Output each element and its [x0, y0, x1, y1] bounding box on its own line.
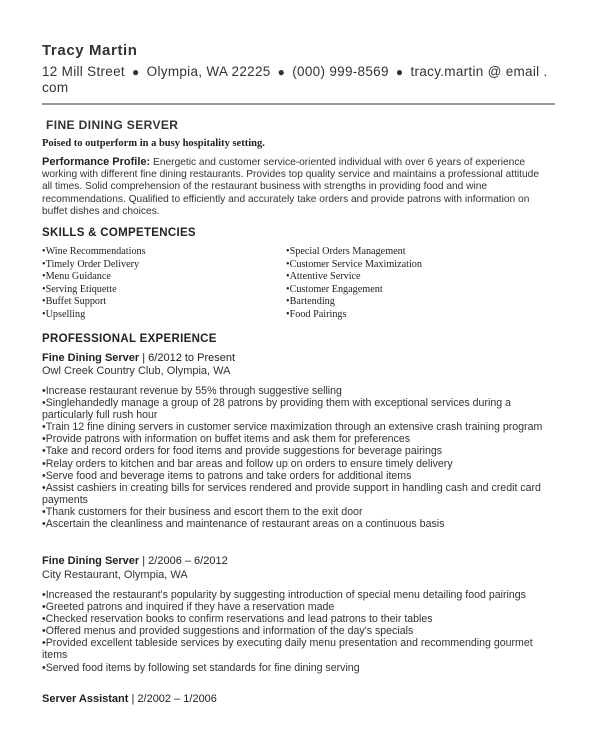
duty-item: • Greeted patrons and inquired if they have a reservation made — [42, 601, 552, 613]
duty-item: • Served food items by following set standards for fine dining serving — [42, 662, 552, 674]
skills-list-left — [42, 246, 146, 322]
job-title-line — [42, 555, 228, 567]
profile-text: Energetic and customer service-oriented individual with over 6 years of experience working with different fine dining restaurants. Provides top quality service and maintains a professional attitude all times. Solid comprehension of the restaurant business with strengths in providing food and wine recommendations. Qualified to efficiently and accurately take orders and provide patrons with information on buffet dishes and choices. — [42, 157, 540, 217]
skill-item: • Timely Order Delivery — [42, 259, 146, 272]
performance-profile — [42, 156, 552, 218]
city-state-zip: Olympia, WA 22225 — [146, 64, 271, 79]
skill-item: • Menu Guidance — [42, 271, 146, 284]
target-role-title: FINE DINING SERVER — [46, 118, 179, 132]
contact-line — [42, 64, 562, 95]
job-title: Fine Dining Server — [42, 555, 140, 567]
skill-item: • Upselling — [42, 309, 146, 322]
skill-item: • Wine Recommendations — [42, 246, 146, 259]
duty-item: • Assist cashiers in creating bills for services rendered and provide support in handling cash and credit card payments — [42, 482, 552, 506]
tagline: Poised to outperform in a busy hospitality setting. — [42, 138, 265, 149]
separator-dot: ● — [395, 65, 404, 79]
skill-item: • Serving Etiquette — [42, 284, 146, 297]
skill-item: • Customer Engagement — [286, 284, 422, 297]
job-title: Server Assistant — [42, 693, 129, 705]
skills-list-right — [286, 246, 422, 322]
job-employer: City Restaurant, Olympia, WA — [42, 569, 188, 581]
skill-item: • Food Pairings — [286, 309, 422, 322]
duty-item: • Take and record orders for food items and provide suggestions for beverage pairings — [42, 445, 552, 457]
street-address: 12 Mill Street — [42, 64, 125, 79]
job-title: Fine Dining Server — [42, 352, 140, 364]
job-title-line — [42, 693, 217, 705]
email-address-continued: com — [42, 80, 69, 95]
header-divider — [42, 103, 555, 105]
duty-item: • Offered menus and provided suggestions and information of the day's specials — [42, 625, 552, 637]
email-address: tracy.martin @ email . — [410, 64, 548, 79]
job-duties-list — [42, 589, 552, 674]
duty-item: • Thank customers for their business and escort them to the exit door — [42, 506, 552, 518]
separator-dot: ● — [277, 65, 286, 79]
duty-item: • Ascertain the cleanliness and maintenance of restaurant areas on a continuous basis — [42, 518, 552, 530]
job-dates: | 2/2006 – 6/2012 — [142, 555, 228, 567]
duty-item: • Provide patrons with information on buffet items and ask them for preferences — [42, 433, 552, 445]
skill-item: • Buffet Support — [42, 296, 146, 309]
duty-item: • Serve food and beverage items to patrons and take orders for additional items — [42, 470, 552, 482]
phone-number: (000) 999-8569 — [292, 64, 389, 79]
skill-item: • Bartending — [286, 296, 422, 309]
experience-heading: PROFESSIONAL EXPERIENCE — [42, 333, 217, 345]
duty-item: • Relay orders to kitchen and bar areas and follow up on orders to ensure timely delivery — [42, 458, 552, 470]
duty-item: • Train 12 fine dining servers in customer service maximization through an extensive crash training program — [42, 421, 552, 433]
duty-item: • Increased the restaurant's popularity by suggesting introduction of special menu detailing food pairings — [42, 589, 552, 601]
duty-item: • Provided excellent tableside services by executing daily menu presentation and recommending gourmet items — [42, 637, 552, 661]
skill-item: • Customer Service Maximization — [286, 259, 422, 272]
skills-heading: SKILLS & COMPETENCIES — [42, 227, 196, 239]
job-employer: Owl Creek Country Club, Olympia, WA — [42, 365, 231, 377]
skill-item: • Attentive Service — [286, 271, 422, 284]
duty-item: • Increase restaurant revenue by 55% through suggestive selling — [42, 385, 552, 397]
job-dates: | 2/2002 – 1/2006 — [131, 693, 217, 705]
skill-item: • Special Orders Management — [286, 246, 422, 259]
duty-item: • Singlehandedly manage a group of 28 patrons by providing them with exceptional services during a particularly full rush hour — [42, 397, 552, 421]
separator-dot: ● — [132, 65, 140, 79]
profile-label: Performance Profile: — [42, 156, 151, 168]
duty-item: • Checked reservation books to confirm reservations and lead patrons to their tables — [42, 613, 552, 625]
applicant-name: Tracy Martin — [42, 42, 138, 59]
job-duties-list — [42, 385, 552, 530]
job-dates: | 6/2012 to Present — [142, 352, 236, 364]
job-title-line — [42, 352, 235, 364]
